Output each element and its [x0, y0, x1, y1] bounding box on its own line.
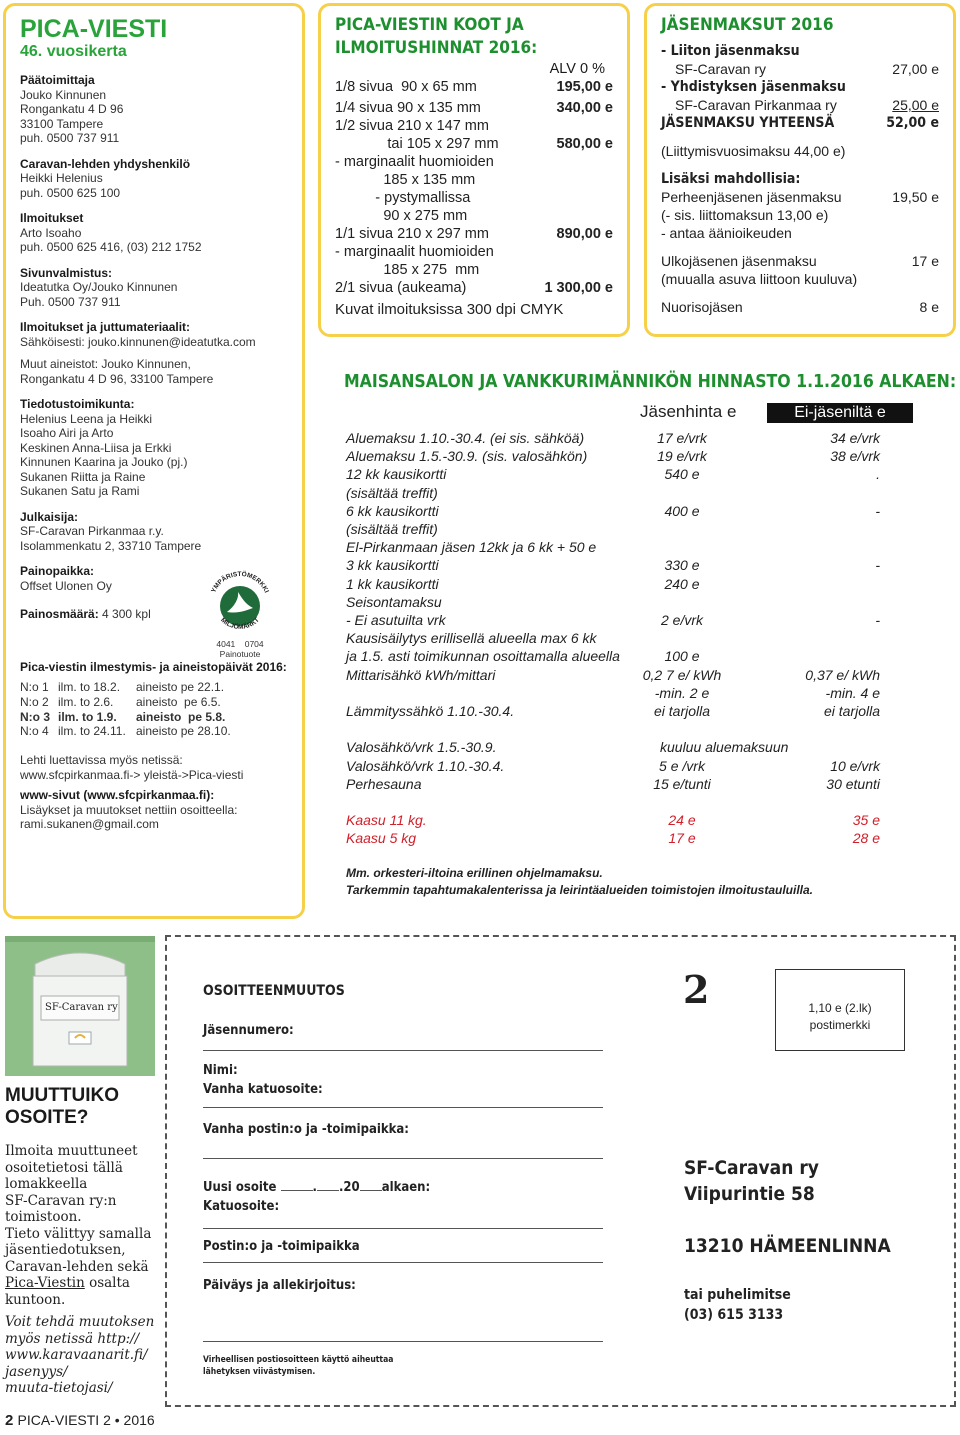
price-row: 90 x 275 mm [335, 208, 468, 224]
schedule-row: N:o 3 ilm. to 1.9. aineisto pe 5.8. [20, 709, 226, 724]
pica-viesti-link[interactable]: Pica-Viestin [5, 1275, 85, 1291]
price-row: - marginaalit huomioiden [335, 244, 494, 260]
camp-note: Mm. orkesteri-iltoina erillinen ohjelmamaksu. [346, 866, 603, 880]
price-rows [335, 78, 613, 319]
schedule-row: N:o 4 ilm. to 24.11. aineisto pe 28.10. [20, 724, 231, 739]
karavaanarit-link[interactable]: muuta-tietojasi/ [5, 1380, 113, 1396]
warning-line: Virheellisen postiosoitteen käyttö aiheuttaa [203, 1355, 394, 1365]
price-row: - marginaalit huomioiden [335, 154, 494, 170]
layout-section: Sivunvalmistus: Ideatutka Oy/Jouko Kinnunen Puh. 0500 737 911 [20, 265, 178, 309]
magazine-title: PICA-VIESTI [20, 15, 168, 43]
net-section: Lehti luettavissa myös netissä: www.sfcpirkanmaa.fi-> yleistä->Pica-viesti [20, 753, 244, 782]
print-area [20, 564, 288, 659]
signature-label: Päiväys ja allekirjoitus: [203, 1278, 356, 1293]
committee-section: Tiedotustoimikunta: Helenius Leena ja Heikki Isoaho Airi ja Arto Keskinen Anna-Liisa ja Erkki Kinnunen Kaarina ja Jouko (pj.) Sukanen Riitta ja Raine Sukanen Satu ja Rami [20, 397, 188, 498]
fee-total: JÄSENMAKSU YHTEENSÄ 52,00 e [661, 115, 939, 131]
name-label: Nimi: [203, 1063, 238, 1078]
eco-top-text: YMPÄRISTÖMERKKI [210, 570, 270, 594]
recipient-street: Viipurintie 58 [684, 1183, 815, 1205]
address-change-info [5, 1085, 155, 1397]
signature-field[interactable] [203, 1341, 603, 1342]
postcode-label: Postin:o ja -toimipaikka [203, 1239, 360, 1254]
eco-caption: Painotuote [219, 649, 261, 659]
fee-line: Nuorisojäsen 8 e [661, 299, 939, 315]
price-row: 1/1 sivua 210 x 297 mm 890,00 e [335, 226, 613, 242]
camp-note: Tarkemmin tapahtumakalenterissa ja leirintäalueiden toimistojen ilmoitustauluilla. [346, 883, 814, 897]
member-number-label: Jäsennumero: [203, 1023, 294, 1038]
eco-bottom-text: MILJÖMÄRKT [219, 616, 261, 631]
warning-line: lähetyksen viivästymisen. [203, 1367, 316, 1377]
street-field[interactable] [203, 1228, 603, 1229]
schedule-row: N:o 2 ilm. to 2.6. aineisto pe 6.5. [20, 694, 221, 709]
price-row: 1/4 sivua 90 x 135 mm 340,00 e [335, 100, 613, 116]
mailbox-photo [5, 936, 155, 1076]
contact-section: Caravan-lehden yhdyshenkilö Heikki Helenius puh. 0500 625 100 [20, 156, 191, 200]
fees-title: JÄSENMAKSUT 2016 [661, 15, 834, 35]
phone-label: tai puhelimitse [684, 1287, 791, 1303]
street-label: Katuosoite: [203, 1199, 280, 1214]
fee-line: SF-Caravan ry 27,00 e [675, 61, 939, 77]
karavaanarit-link[interactable]: jasenyys/ [5, 1363, 68, 1380]
address-change-form [165, 935, 956, 1407]
address-change-heading: MUUTTUIKO OSOITE? [5, 1085, 119, 1128]
ads-section: Ilmoitukset Arto Isoaho puh. 0500 625 416, (03) 212 1752 [20, 211, 202, 254]
fee-line: SF-Caravan Pirkanmaa ry 25,00 e [675, 97, 939, 113]
address-change-body: Ilmoita muuttuneet osoitetietosi tällä lomakkeella SF-Caravan ry:n toimistoon. Tieto välittyy samalla jäsentiedotuksen, Caravan-lehden sekä Pica-Viestin osalta kuntoon. [5, 1143, 152, 1308]
price-row: 2/1 sivua (aukeama) 1 300,00 e [335, 280, 613, 296]
schedule-row: N:o 1 ilm. to 18.2. aineisto pe 22.1. [20, 680, 225, 694]
stamp-box [775, 969, 905, 1051]
fee-line: Perheenjäsenen jäsenmaksu 19,50 e [661, 189, 939, 205]
fee-line: - antaa äänioikeuden [661, 225, 792, 241]
fee-line: Ulkojäsenen jäsenmaksu 17 e [661, 253, 939, 269]
fee-line: - Liiton jäsenmaksu [661, 43, 800, 59]
new-address-label: Uusi osoite . .20 alkaen: [203, 1180, 431, 1195]
stamp-label: postimerkki [809, 1018, 871, 1032]
membership-fees-box [644, 3, 956, 337]
phone-number: (03) 615 3133 [684, 1307, 784, 1323]
fee-line: (- sis. liittomaksun 13,00 e) [661, 207, 829, 223]
nonmember-price-header: Ei-jäseniltä e [767, 403, 913, 423]
member-price-header: Jäsenhinta e [640, 402, 737, 421]
fee-line: (muualla asuva liittoon kuuluva) [661, 271, 858, 287]
old-address-field[interactable] [203, 1107, 603, 1108]
form-title: OSOITTEENMUUTOS [203, 983, 345, 999]
old-address-label: Vanha katuosoite: [203, 1082, 323, 1097]
fee-line: Lisäksi mahdollisia: [661, 171, 801, 187]
other-materials: Muut aineistot: Jouko Kinnunen, Rongankatu 4 D 96, 33100 Tampere [20, 357, 214, 386]
karavaanarit-link[interactable]: myös netissä http:// [5, 1330, 140, 1347]
print-section: Painopaikka: Offset Ulonen Oy [20, 564, 112, 593]
recipient-name: SF-Caravan ry [684, 1157, 819, 1179]
price-row: 185 x 135 mm [335, 172, 476, 188]
price-row: Kuvat ilmoituksissa 300 dpi CMYK [335, 301, 564, 318]
volume-label: 46. vuosikerta [20, 43, 127, 60]
eco-label [200, 568, 280, 659]
materials-section: Ilmoitukset ja juttumateriaalit: Sähköisesti: jouko.kinnunen@ideatutka.com [20, 320, 256, 349]
member-number-field[interactable] [203, 1050, 603, 1051]
price-row: 185 x 275 mm [335, 262, 480, 278]
ad-prices-box [318, 3, 630, 337]
price-row: 1/2 sivua 210 x 147 mm [335, 118, 489, 134]
old-postcode-field[interactable] [203, 1158, 603, 1159]
ad-prices-subtitle: ILMOITUSHINNAT 2016: [335, 38, 538, 58]
web-section: www-sivut (www.sfcpirkanmaa.fi): Lisäykset ja muutokset nettiin osoitteella: rami.sukanen@gmail.com [20, 788, 238, 832]
editor-section: Päätoimittaja Jouko Kinnunen Rongankatu 4 D 96 33100 Tampere puh. 0500 737 911 [20, 73, 124, 145]
price-row: 1/8 sivua 90 x 65 mm 195,00 e [335, 79, 613, 95]
stamp-price: 1,10 e (2.lk) [808, 1001, 872, 1015]
schedule-table [20, 680, 288, 739]
page-footer [5, 1412, 155, 1429]
ad-prices-title: PICA-VIESTIN KOOT JA [335, 15, 524, 35]
masthead-box [3, 3, 305, 919]
mailbox-label: SF-Caravan ry [45, 1002, 118, 1013]
fee-line: - Yhdistyksen jäsenmaksu [661, 79, 846, 95]
postage-class: 2 [683, 967, 710, 1012]
run-section: Painosmäärä: 4 300 kpl [20, 607, 151, 621]
old-postcode-label: Vanha postin:o ja -toimipaikka: [203, 1122, 409, 1137]
schedule-section: Pica-viestin ilmestymis- ja aineistopäivät 2016: [20, 659, 287, 674]
swan-icon [205, 568, 275, 638]
online-change-info: Voit tehdä muutoksen myös netissä http:// www.karavaanarit.fi/ jasenyys/ muuta-tietojasi/ [5, 1314, 155, 1396]
karavaanarit-link[interactable]: www.karavaanarit.fi/ [5, 1347, 148, 1363]
camp-prices-title: MAISANSALON JA VANKKURIMÄNNIKÖN HINNASTO 1.1.2016 ALKAEN: [344, 372, 957, 392]
postcode-field[interactable] [203, 1262, 603, 1263]
page-number: 2 [5, 1412, 14, 1429]
publisher-section: Julkaisija: SF-Caravan Pirkanmaa r.y. Isolammenkatu 2, 33710 Tampere [20, 509, 202, 553]
price-row: tai 105 x 297 mm 580,00 e [335, 136, 613, 152]
eco-code: 4041 0704 [216, 639, 264, 649]
footer-issue: PICA-VIESTI 2 • 2016 [17, 1412, 155, 1428]
vat-label: ALV 0 % [549, 61, 605, 77]
price-row: - pystymallissa [335, 190, 471, 206]
recipient-city: 13210 HÄMEENLINNA [684, 1235, 891, 1257]
fee-line: (Liittymisvuosimaksu 44,00 e) [661, 143, 846, 159]
